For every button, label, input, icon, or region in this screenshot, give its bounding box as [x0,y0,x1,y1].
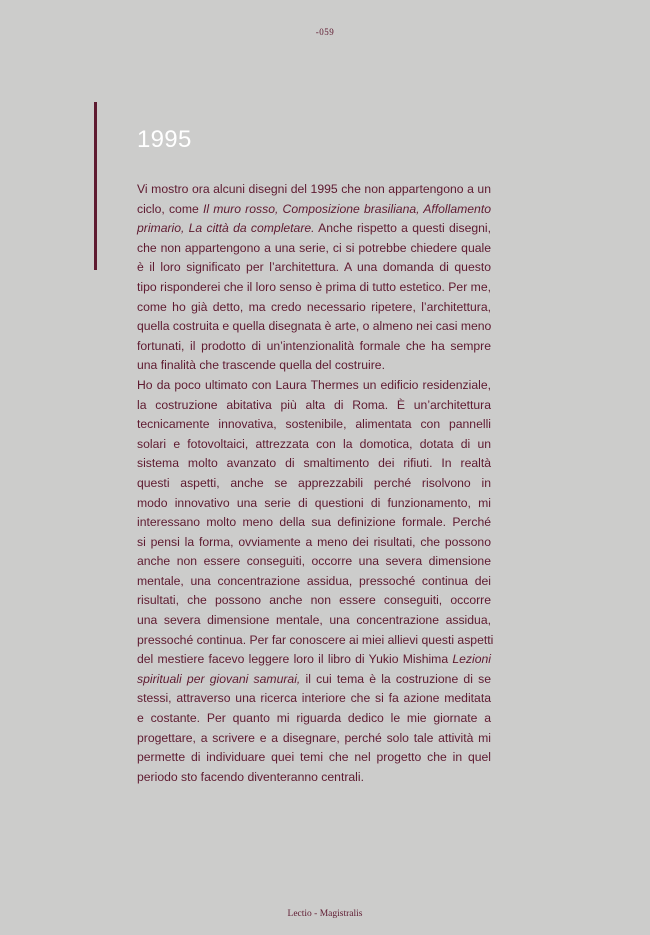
text-line [137,552,491,572]
text-line [137,396,491,416]
text-run: quella costruita e quella disegnata è arte, o almeno nei casi meno [137,319,492,334]
section-heading: 1995 [137,126,192,153]
text-line [137,200,491,220]
text-line [137,474,491,494]
text-run: Vi mostro ora alcuni disegni del 1995 che non appartengono a un [137,182,491,196]
accent-bar [94,102,97,270]
text-run: una severa dimensione mentale, una concentrazione assidua, [137,613,491,628]
text-line [137,317,491,337]
text-line [137,533,491,553]
text-run: sistema molto avanzato di smaltimento dei rifiuti. In realtà [137,456,491,471]
text-line [137,356,491,376]
text-line [137,376,491,396]
text-line [137,180,491,200]
text-run: modo innovativo una serie di questioni di funzionamento, mi [137,495,491,510]
text-run: progettare, a scrivere e a disegnare, perché solo tale attività mi [137,730,491,745]
text-line [137,337,491,357]
text-run: tecnicamente innovativa, sostenibile, alimentata con pannelli [137,417,491,432]
text-run: solari e fotovoltaici, attrezzata con la domotica, dotata di un [137,436,491,451]
text-line [137,709,491,729]
text-line [137,748,491,768]
paragraph [137,376,494,787]
page-footer: Lectio - Magistralis [287,909,363,919]
text-run: e costante. Per quanto mi riguarda dedico le mie giornate a [137,711,491,726]
page-number: -059 [315,27,335,37]
text-run: il cui tema è la costruzione di se [300,671,491,686]
text-line [137,258,491,278]
text-run: permette di individuare quei temi che nel progetto che in quel [137,750,491,765]
text-line [137,239,491,259]
text-run: periodo sto facendo diventeranno centrali. [137,769,364,784]
text-line [137,278,491,298]
text-run: stessi, attraverso una ricerca interiore che si fa azione meditata [137,691,491,706]
text-line [137,729,491,749]
text-line [137,454,491,474]
text-run: come ho già detto, ma credo necessario ripetere, l’architettura, [137,299,491,314]
text-line [137,435,491,455]
text-line [137,415,491,435]
text-line [137,219,491,239]
text-line [137,689,491,709]
text-run: mentale, una concentrazione assidua, pressoché continua dei [137,573,491,588]
italic-title: primario, La città da completare. [137,221,315,236]
text-run: si pensi la forma, ovviamente a meno dei risultati, che possono [137,534,491,549]
text-run: questi aspetti, anche se apprezzabili perché risolvono in [137,475,491,490]
text-run: Ho da poco ultimato con Laura Thermes un edificio residenziale, [137,377,491,392]
text-line [137,768,491,788]
text-line [137,631,494,651]
text-run: la costruzione abitativa più alta di Roma. È un’architettura [137,397,491,412]
text-run: ciclo, come [137,201,203,216]
text-run: è il loro significato per l’architettura. A una domanda di questo [137,260,491,275]
italic-title: Lezioni [452,652,491,667]
text-run: Anche rispetto a questi disegni, [314,221,491,236]
text-run: interessano molto meno della sua definizione formale. Perché [137,515,491,530]
text-run: pressoché continua. Per far conoscere ai miei allievi questi aspetti [137,632,494,647]
text-line [137,572,491,592]
text-run: risultati, che possono anche non essere conseguiti, occorre [137,593,491,608]
text-line [137,298,491,318]
italic-title: spirituali per giovani samurai, [137,671,301,686]
article-body [137,180,494,787]
paragraph [137,180,491,376]
text-line [137,494,491,514]
text-run: del mestiere facevo leggere loro il libro di Yukio Mishima [137,652,453,667]
text-line [137,670,491,690]
text-run: tipo risponderei che il loro senso è prima di tutto estetico. Per me, [137,279,491,294]
italic-title: Il muro rosso, Composizione brasiliana, Affollamento [202,201,491,216]
text-line [137,591,491,611]
text-run: una finalità che trascende quella del costruire. [137,358,385,373]
text-run: che non appartengono a una serie, ci si potrebbe chiedere quale [137,240,491,255]
text-line [137,513,491,533]
text-line [137,650,491,670]
text-run: anche non essere conseguiti, occorre una severa dimensione [137,554,491,569]
text-line [137,611,491,631]
text-run: fortunati, il prodotto di un’intenzionalità formale che ha sempre [137,338,491,353]
